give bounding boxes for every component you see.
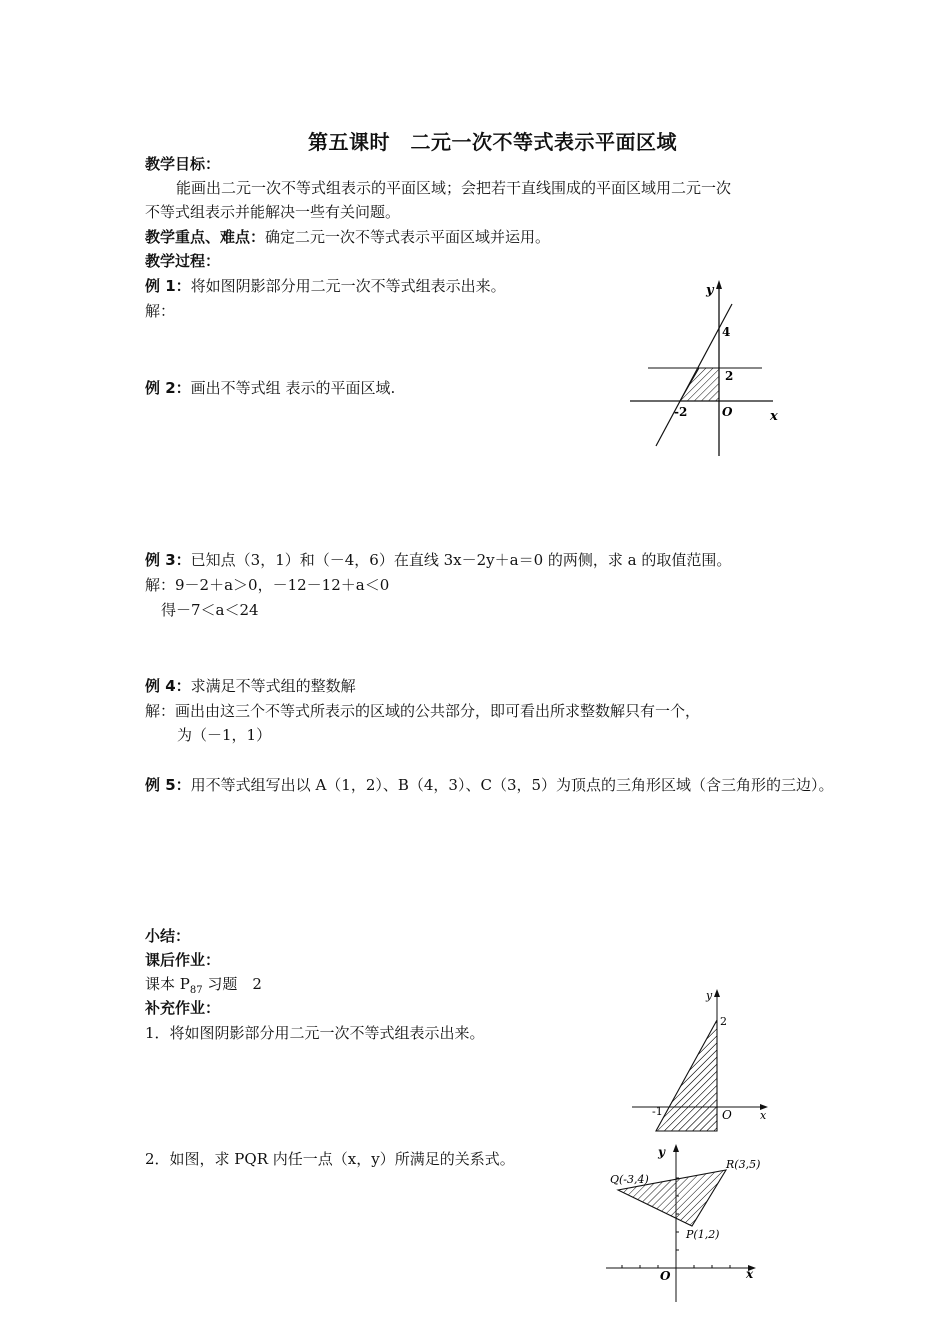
- point-p-label: P(1,2): [686, 1228, 720, 1241]
- x-axis-label: x: [760, 1109, 767, 1122]
- example-5: [145, 773, 834, 797]
- example-5-text: 用不等式组写出以 A（1，2）、B（4，3）、C（3，5）为顶点的三角形区域（含三角形的三边）。: [190, 776, 834, 794]
- example-4-solution-1: 解：画出由这三个不等式所表示的区域的公共部分，即可看出所求整数解只有一个，: [145, 702, 701, 720]
- example-4: [145, 674, 356, 698]
- example-3-text: 已知点（3，1）和（－4，6）在直线 3x－2y＋a＝0 的两侧，求 a 的取值范围。: [190, 551, 732, 569]
- y-arrow: [716, 280, 722, 289]
- keypoints-heading: 教学重点、难点：: [145, 228, 266, 246]
- origin-label: O: [660, 1269, 671, 1283]
- y-axis-label: y: [658, 1145, 665, 1159]
- tick-label-4: 4: [722, 325, 731, 339]
- keypoints-row: [145, 225, 550, 249]
- x-axis-label: x: [770, 409, 778, 424]
- tick-label-neg2: -2: [674, 405, 688, 419]
- y-arrow: [714, 989, 720, 997]
- example-1-solution: 解：: [145, 302, 176, 320]
- example-1: [145, 274, 506, 298]
- homework-heading: 课后作业：: [145, 951, 221, 969]
- example-2: [145, 376, 395, 400]
- figure-extra-1: [626, 985, 786, 1135]
- shaded-region: [680, 368, 719, 401]
- example-3-solution-2: 得－7＜a＜24: [161, 601, 259, 619]
- example-2-label: 例 2：: [145, 379, 191, 397]
- example-4-solution-2: 为（－1，1）: [177, 726, 272, 744]
- y-arrow: [673, 1144, 679, 1152]
- tick-label-2: 2: [720, 1015, 727, 1028]
- tick-label-2: 2: [725, 369, 734, 383]
- example-3: [145, 548, 731, 572]
- objectives-heading: 教学目标：: [145, 155, 221, 173]
- example-1-text: 将如图阴影部分用二元一次不等式组表示出来。: [190, 277, 506, 295]
- figure-example-1: [628, 276, 788, 461]
- extra-question-1: 1．将如图阴影部分用二元一次不等式组表示出来。: [145, 1024, 485, 1042]
- point-r-label: R(3,5): [726, 1158, 761, 1171]
- example-3-solution-1: 解：9－2＋a＞0，－12－12＋a＜0: [145, 576, 390, 594]
- summary-heading: 小结：: [145, 927, 191, 945]
- homework-book: 课本 $P_{87}$ 习题 2: [145, 975, 262, 996]
- y-axis-label: y: [706, 283, 714, 298]
- example-4-label: 例 4：: [145, 677, 191, 695]
- tick-label-neg1: -1: [652, 1105, 663, 1118]
- page-title: 第五课时 二元一次不等式表示平面区域: [308, 130, 677, 154]
- point-q-label: Q(-3,4): [610, 1173, 649, 1186]
- example-5-label: 例 5：: [145, 776, 191, 794]
- figure-extra-2: [600, 1138, 780, 1303]
- example-2-text: 画出不等式组 表示的平面区域.: [190, 379, 396, 397]
- objectives-line-2: 不等式组表示并能解决一些有关问题。: [145, 203, 401, 221]
- example-4-text: 求满足不等式组的整数解: [190, 677, 356, 695]
- example-1-label: 例 1：: [145, 277, 191, 295]
- extra-question-2: 2．如图，求 PQR 内任一点（x，y）所满足的关系式。: [145, 1150, 515, 1168]
- example-3-label: 例 3：: [145, 551, 191, 569]
- process-heading: 教学过程：: [145, 252, 221, 270]
- line-y-eq-2x-plus-4: [656, 304, 732, 446]
- x-axis-label: x: [746, 1267, 754, 1281]
- origin-label: O: [722, 405, 733, 419]
- keypoints-text: 确定二元一次不等式表示平面区域并运用。: [265, 228, 551, 246]
- objectives-line-1: 能画出二元一次不等式组表示的平面区域；会把若干直线围成的平面区域用二元一次: [176, 179, 732, 197]
- shaded-triangle: [656, 1020, 717, 1131]
- origin-label: O: [722, 1108, 732, 1122]
- extra-heading: 补充作业：: [145, 999, 221, 1017]
- y-axis-label: y: [706, 989, 713, 1002]
